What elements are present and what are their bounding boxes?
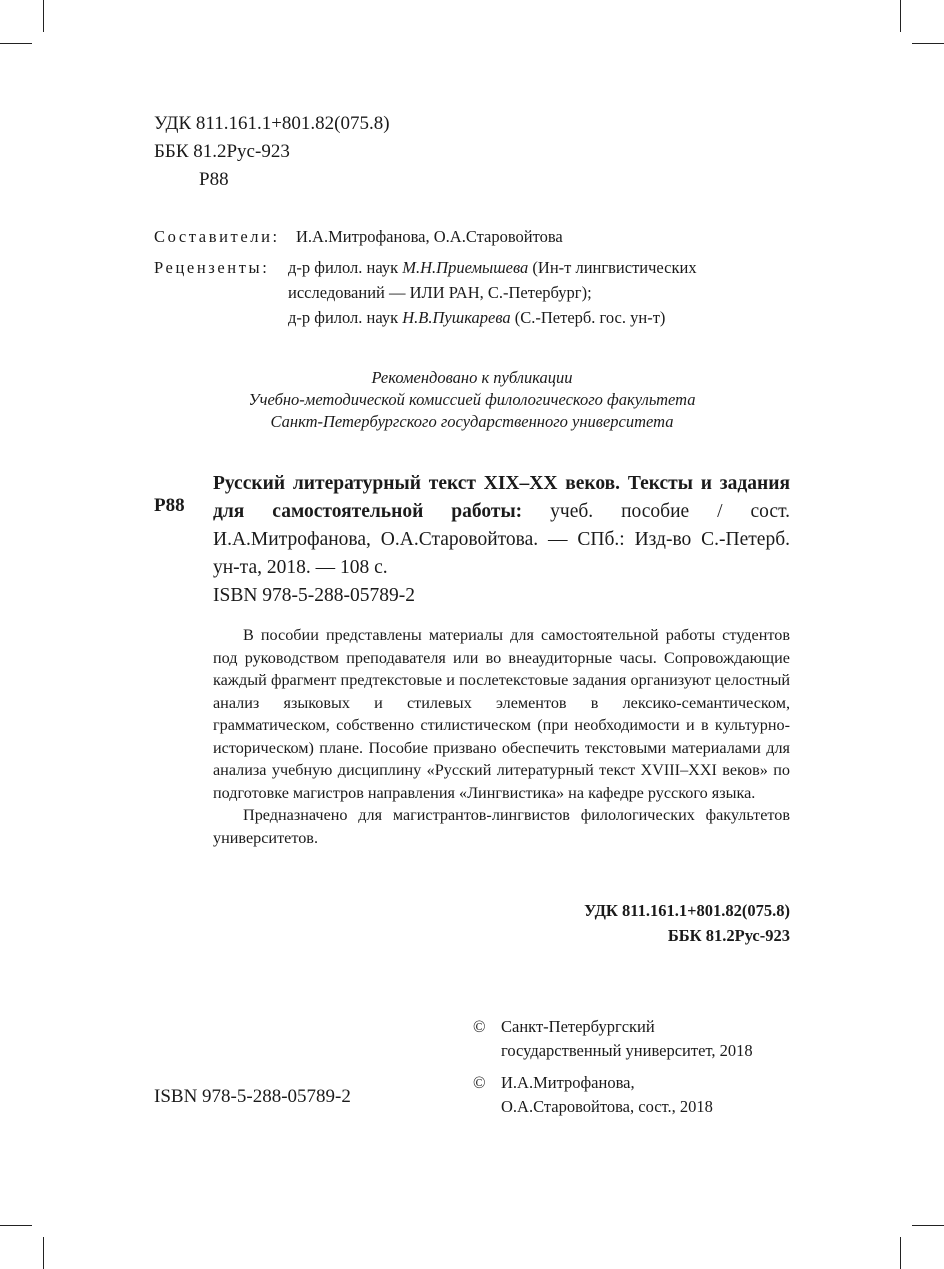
recommendation-block [154,367,790,433]
bbk-code-right: ББК 81.2Рус-923 [667,926,790,945]
classification-header [154,110,390,194]
crop-mark-bottom-left-v [43,1237,44,1269]
udk-code-right: УДК 811.161.1+801.82(075.8) [584,901,790,920]
isbn-bottom: ISBN 978-5-288-05789-2 [154,1086,351,1107]
citation-code: Р88 [154,495,185,516]
crop-mark-bottom-left-h [0,1225,32,1226]
abstract [213,624,790,849]
crop-mark-bottom-right-h [912,1225,944,1226]
abstract-paragraph-2: Предназначено для магистрантов-лингвистов филологических факультетов университетов. [213,806,790,847]
copyright-item-2: © И.А.Митрофанова, О.А.Старовойтова, сост., 2018 [473,1071,753,1119]
compilers-names: И.А.Митрофанова, О.А.Старовойтова [296,227,563,246]
recommendation-line-3: Санкт-Петербургского государственного университета [270,412,674,431]
recommendation-line-2: Учебно-методической комиссией филологического факультета [248,390,696,409]
compilers-label: Составители: [154,227,280,246]
copyright-item-1: © Санкт-Петербургский государственный университет, 2018 [473,1015,753,1063]
copyright-block [473,1015,753,1127]
bbk-code: ББК 81.2Рус-923 [154,141,290,162]
udk-code: УДК 811.161.1+801.82(075.8) [154,113,390,134]
reviewers-row [154,255,794,330]
crop-mark-top-left-v [43,0,44,32]
bibliographic-citation [213,470,790,610]
recommendation-line-1: Рекомендовано к публикации [371,368,573,387]
reviewers-list [288,255,794,330]
reviewers-label: Рецензенты: [154,258,270,277]
crop-mark-top-right-v [900,0,901,32]
copyright-icon: © [473,1017,486,1036]
copyright-icon: © [473,1073,486,1092]
citation-isbn: ISBN 978-5-288-05789-2 [213,585,416,606]
abstract-paragraph-1: В пособии представлены материалы для самостоятельной работы студентов под руководством преподавателя или во внеаудиторные часы. Сопровождающие каждый фрагмент предтекстовые и послетекстовые задания организуют целостный анализ языковых и стилевых элементов в лексико-семантическом, грамматическом, собственно стилистическом (при необходимости и в культурно-историческом) плане. Пособие призвано обеспечить текстовыми материалами для анализа учебную дисциплину «Русский литературный текст XVIII–XXI веков» по подготовке магистров направления «Лингвистика» на кафедре русского языка. [213,626,790,802]
reviewer-2: д-р филол. наук Н.В.Пушкарева (С.-Петерб. гос. ун-т) [288,308,666,327]
credits-block [154,224,794,330]
compilers-row [154,224,794,249]
book-title: Русский литературный текст XIX–XX веков. Тексты и задания для самостоятельной работы: [213,473,790,522]
author-code: Р88 [199,169,229,190]
classification-right [584,898,790,948]
crop-mark-bottom-right-v [900,1237,901,1269]
crop-mark-top-left-h [0,43,32,44]
reviewer-1: д-р филол. наук М.Н.Приемышева (Ин-т лингвистических исследований — ИЛИ РАН, С.-Петербург); [288,258,697,302]
crop-mark-top-right-h [912,43,944,44]
book-details: учеб. пособие / сост. И.А.Митрофанова, О.А.Старовойтова. — СПб.: Изд-во С.-Петерб. ун-та, 2018. — 108 с. [213,501,791,578]
